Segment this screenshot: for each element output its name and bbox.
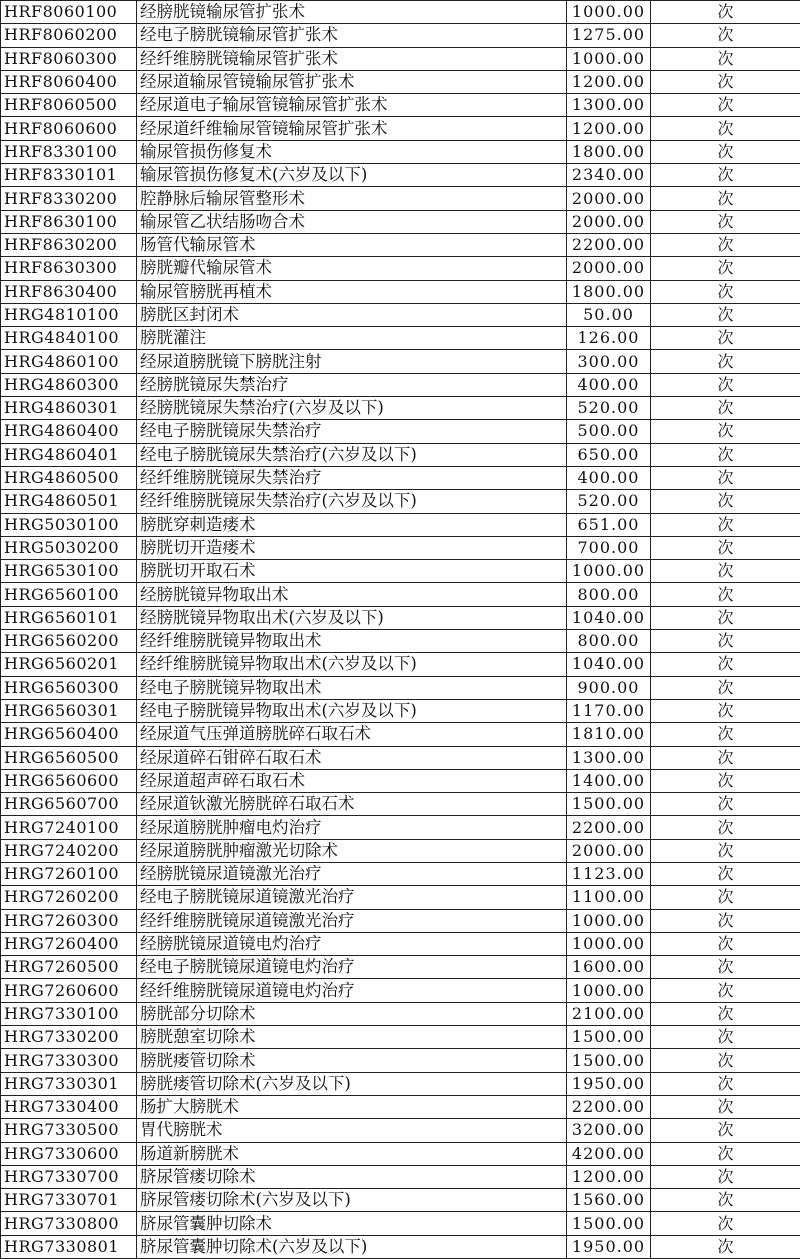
item-code-cell: HRG4860100 bbox=[1, 350, 137, 373]
item-name-cell: 经纤维膀胱镜尿失禁治疗 bbox=[137, 466, 567, 489]
item-unit-cell: 次 bbox=[651, 746, 800, 769]
item-code-cell: HRF8060100 bbox=[1, 1, 137, 24]
item-price-cell: 1000.00 bbox=[567, 909, 651, 932]
table-row bbox=[1, 1, 800, 24]
item-price-cell: 2000.00 bbox=[567, 187, 651, 210]
table-row bbox=[1, 583, 800, 606]
table-row bbox=[1, 420, 800, 443]
item-code-cell: HRG4860500 bbox=[1, 466, 137, 489]
item-name-cell: 经尿道纤维输尿管镜输尿管扩张术 bbox=[137, 117, 567, 140]
table-row bbox=[1, 280, 800, 303]
item-price-cell: 1123.00 bbox=[567, 862, 651, 885]
item-code-cell: HRF8060400 bbox=[1, 70, 137, 93]
item-price-cell: 1300.00 bbox=[567, 94, 651, 117]
item-unit-cell: 次 bbox=[651, 233, 800, 256]
item-price-cell: 1600.00 bbox=[567, 956, 651, 979]
item-name-cell: 经纤维膀胱镜异物取出术(六岁及以下) bbox=[137, 653, 567, 676]
item-price-cell: 500.00 bbox=[567, 420, 651, 443]
item-code-cell: HRG7260200 bbox=[1, 886, 137, 909]
item-code-cell: HRG6560101 bbox=[1, 606, 137, 629]
item-unit-cell: 次 bbox=[651, 699, 800, 722]
table-row bbox=[1, 24, 800, 47]
item-unit-cell: 次 bbox=[651, 839, 800, 862]
item-unit-cell: 次 bbox=[651, 327, 800, 350]
item-unit-cell: 次 bbox=[651, 373, 800, 396]
item-code-cell: HRF8630100 bbox=[1, 210, 137, 233]
item-code-cell: HRG7330700 bbox=[1, 1165, 137, 1188]
item-code-cell: HRG7330701 bbox=[1, 1189, 137, 1212]
item-code-cell: HRG6560400 bbox=[1, 723, 137, 746]
item-name-cell: 经电子膀胱镜异物取出术(六岁及以下) bbox=[137, 699, 567, 722]
table-row bbox=[1, 560, 800, 583]
item-code-cell: HRG7330300 bbox=[1, 1049, 137, 1072]
item-code-cell: HRG6560600 bbox=[1, 769, 137, 792]
item-unit-cell: 次 bbox=[651, 723, 800, 746]
item-price-cell: 1500.00 bbox=[567, 1212, 651, 1235]
item-price-cell: 1500.00 bbox=[567, 793, 651, 816]
item-code-cell: HRG7330800 bbox=[1, 1212, 137, 1235]
item-code-cell: HRG5030100 bbox=[1, 513, 137, 536]
item-unit-cell: 次 bbox=[651, 350, 800, 373]
item-code-cell: HRG7330500 bbox=[1, 1119, 137, 1142]
item-name-cell: 输尿管乙状结肠吻合术 bbox=[137, 210, 567, 233]
table-row bbox=[1, 490, 800, 513]
table-row bbox=[1, 210, 800, 233]
item-code-cell: HRG4860301 bbox=[1, 397, 137, 420]
item-name-cell: 经尿道输尿管镜输尿管扩张术 bbox=[137, 70, 567, 93]
item-code-cell: HRG7330200 bbox=[1, 1026, 137, 1049]
item-price-cell: 2000.00 bbox=[567, 839, 651, 862]
item-name-cell: 经电子膀胱镜尿道镜激光治疗 bbox=[137, 886, 567, 909]
item-unit-cell: 次 bbox=[651, 560, 800, 583]
item-name-cell: 经尿道超声碎石取石术 bbox=[137, 769, 567, 792]
item-price-cell: 1100.00 bbox=[567, 886, 651, 909]
item-price-cell: 1300.00 bbox=[567, 746, 651, 769]
item-price-cell: 1040.00 bbox=[567, 653, 651, 676]
table-row bbox=[1, 94, 800, 117]
item-price-cell: 1000.00 bbox=[567, 560, 651, 583]
item-price-cell: 1170.00 bbox=[567, 699, 651, 722]
item-unit-cell: 次 bbox=[651, 630, 800, 653]
table-row bbox=[1, 630, 800, 653]
item-unit-cell: 次 bbox=[651, 420, 800, 443]
item-code-cell: HRG6560700 bbox=[1, 793, 137, 816]
item-price-cell: 400.00 bbox=[567, 466, 651, 489]
item-unit-cell: 次 bbox=[651, 490, 800, 513]
item-code-cell: HRG5030200 bbox=[1, 536, 137, 559]
item-code-cell: HRG7260500 bbox=[1, 956, 137, 979]
table-row bbox=[1, 1119, 800, 1142]
item-unit-cell: 次 bbox=[651, 979, 800, 1002]
item-name-cell: 经纤维膀胱镜尿道镜激光治疗 bbox=[137, 909, 567, 932]
item-unit-cell: 次 bbox=[651, 164, 800, 187]
item-name-cell: 经尿道气压弹道膀胱碎石取石术 bbox=[137, 723, 567, 746]
table-row bbox=[1, 1212, 800, 1235]
table-row bbox=[1, 699, 800, 722]
item-unit-cell: 次 bbox=[651, 1119, 800, 1142]
item-unit-cell: 次 bbox=[651, 24, 800, 47]
item-unit-cell: 次 bbox=[651, 303, 800, 326]
item-name-cell: 膀胱憩室切除术 bbox=[137, 1026, 567, 1049]
item-price-cell: 1200.00 bbox=[567, 70, 651, 93]
item-code-cell: HRG7330100 bbox=[1, 1002, 137, 1025]
item-price-cell: 4200.00 bbox=[567, 1142, 651, 1165]
item-name-cell: 经膀胱镜输尿管扩张术 bbox=[137, 1, 567, 24]
item-code-cell: HRG6560100 bbox=[1, 583, 137, 606]
item-unit-cell: 次 bbox=[651, 1212, 800, 1235]
item-unit-cell: 次 bbox=[651, 513, 800, 536]
item-name-cell: 经膀胱镜异物取出术(六岁及以下) bbox=[137, 606, 567, 629]
item-code-cell: HRF8330200 bbox=[1, 187, 137, 210]
item-price-cell: 2200.00 bbox=[567, 1095, 651, 1118]
table-row bbox=[1, 676, 800, 699]
table-row bbox=[1, 956, 800, 979]
item-unit-cell: 次 bbox=[651, 1235, 800, 1258]
table-row bbox=[1, 117, 800, 140]
item-price-cell: 520.00 bbox=[567, 490, 651, 513]
table-row bbox=[1, 443, 800, 466]
item-price-cell: 50.00 bbox=[567, 303, 651, 326]
item-code-cell: HRG7260100 bbox=[1, 862, 137, 885]
item-price-cell: 650.00 bbox=[567, 443, 651, 466]
table-row bbox=[1, 373, 800, 396]
item-name-cell: 肠管代输尿管术 bbox=[137, 233, 567, 256]
item-name-cell: 输尿管损伤修复术(六岁及以下) bbox=[137, 164, 567, 187]
item-unit-cell: 次 bbox=[651, 1072, 800, 1095]
table-row bbox=[1, 793, 800, 816]
item-price-cell: 1800.00 bbox=[567, 280, 651, 303]
item-code-cell: HRG4860300 bbox=[1, 373, 137, 396]
item-code-cell: HRG6530100 bbox=[1, 560, 137, 583]
item-price-cell: 700.00 bbox=[567, 536, 651, 559]
item-name-cell: 肠道新膀胱术 bbox=[137, 1142, 567, 1165]
price-table-body bbox=[1, 1, 800, 1259]
item-code-cell: HRF8330100 bbox=[1, 140, 137, 163]
item-code-cell: HRG6560301 bbox=[1, 699, 137, 722]
table-row bbox=[1, 1049, 800, 1072]
item-unit-cell: 次 bbox=[651, 1, 800, 24]
table-row bbox=[1, 932, 800, 955]
item-name-cell: 经电子膀胱镜尿失禁治疗 bbox=[137, 420, 567, 443]
item-code-cell: HRG7260400 bbox=[1, 932, 137, 955]
item-unit-cell: 次 bbox=[651, 257, 800, 280]
item-price-cell: 2200.00 bbox=[567, 233, 651, 256]
item-name-cell: 膀胱切开取石术 bbox=[137, 560, 567, 583]
item-unit-cell: 次 bbox=[651, 140, 800, 163]
item-unit-cell: 次 bbox=[651, 466, 800, 489]
item-price-cell: 1950.00 bbox=[567, 1072, 651, 1095]
item-code-cell: HRF8630200 bbox=[1, 233, 137, 256]
table-row bbox=[1, 746, 800, 769]
item-name-cell: 胃代膀胱术 bbox=[137, 1119, 567, 1142]
item-price-cell: 1200.00 bbox=[567, 117, 651, 140]
item-price-cell: 3200.00 bbox=[567, 1119, 651, 1142]
table-row bbox=[1, 862, 800, 885]
item-name-cell: 膀胱瘘管切除术(六岁及以下) bbox=[137, 1072, 567, 1095]
item-name-cell: 脐尿管瘘切除术(六岁及以下) bbox=[137, 1189, 567, 1212]
item-code-cell: HRG6560500 bbox=[1, 746, 137, 769]
item-unit-cell: 次 bbox=[651, 583, 800, 606]
item-unit-cell: 次 bbox=[651, 1026, 800, 1049]
item-unit-cell: 次 bbox=[651, 816, 800, 839]
item-price-cell: 2000.00 bbox=[567, 257, 651, 280]
item-price-cell: 2100.00 bbox=[567, 1002, 651, 1025]
table-row bbox=[1, 70, 800, 93]
item-unit-cell: 次 bbox=[651, 793, 800, 816]
item-code-cell: HRG7330301 bbox=[1, 1072, 137, 1095]
item-code-cell: HRG6560200 bbox=[1, 630, 137, 653]
item-price-cell: 800.00 bbox=[567, 583, 651, 606]
table-row bbox=[1, 1235, 800, 1258]
table-row bbox=[1, 816, 800, 839]
table-row bbox=[1, 1142, 800, 1165]
item-price-cell: 1000.00 bbox=[567, 1, 651, 24]
item-code-cell: HRG4840100 bbox=[1, 327, 137, 350]
item-name-cell: 经尿道钬激光膀胱碎石取石术 bbox=[137, 793, 567, 816]
item-unit-cell: 次 bbox=[651, 47, 800, 70]
item-price-cell: 1560.00 bbox=[567, 1189, 651, 1212]
item-name-cell: 膀胱区封闭术 bbox=[137, 303, 567, 326]
item-price-cell: 1000.00 bbox=[567, 932, 651, 955]
table-row bbox=[1, 886, 800, 909]
table-row bbox=[1, 164, 800, 187]
table-row bbox=[1, 723, 800, 746]
item-code-cell: HRF8330101 bbox=[1, 164, 137, 187]
item-price-cell: 1950.00 bbox=[567, 1235, 651, 1258]
table-row bbox=[1, 653, 800, 676]
table-row bbox=[1, 979, 800, 1002]
table-row bbox=[1, 606, 800, 629]
item-unit-cell: 次 bbox=[651, 1049, 800, 1072]
item-name-cell: 膀胱瓣代输尿管术 bbox=[137, 257, 567, 280]
item-name-cell: 脐尿管囊肿切除术 bbox=[137, 1212, 567, 1235]
item-unit-cell: 次 bbox=[651, 676, 800, 699]
item-unit-cell: 次 bbox=[651, 1002, 800, 1025]
item-code-cell: HRG6560201 bbox=[1, 653, 137, 676]
item-name-cell: 膀胱灌注 bbox=[137, 327, 567, 350]
item-price-cell: 1810.00 bbox=[567, 723, 651, 746]
item-name-cell: 膀胱穿刺造瘘术 bbox=[137, 513, 567, 536]
table-row bbox=[1, 536, 800, 559]
item-unit-cell: 次 bbox=[651, 187, 800, 210]
item-name-cell: 输尿管膀胱再植术 bbox=[137, 280, 567, 303]
item-name-cell: 经尿道膀胱肿瘤激光切除术 bbox=[137, 839, 567, 862]
table-row bbox=[1, 1072, 800, 1095]
item-price-cell: 2000.00 bbox=[567, 210, 651, 233]
item-code-cell: HRG7330600 bbox=[1, 1142, 137, 1165]
item-price-cell: 126.00 bbox=[567, 327, 651, 350]
item-unit-cell: 次 bbox=[651, 932, 800, 955]
item-name-cell: 膀胱瘘管切除术 bbox=[137, 1049, 567, 1072]
item-name-cell: 经纤维膀胱镜尿道镜电灼治疗 bbox=[137, 979, 567, 1002]
item-code-cell: HRG4860501 bbox=[1, 490, 137, 513]
table-row bbox=[1, 839, 800, 862]
item-price-cell: 900.00 bbox=[567, 676, 651, 699]
table-row bbox=[1, 769, 800, 792]
item-price-cell: 800.00 bbox=[567, 630, 651, 653]
item-unit-cell: 次 bbox=[651, 210, 800, 233]
item-price-cell: 1275.00 bbox=[567, 24, 651, 47]
item-unit-cell: 次 bbox=[651, 443, 800, 466]
table-row bbox=[1, 257, 800, 280]
item-unit-cell: 次 bbox=[651, 117, 800, 140]
item-unit-cell: 次 bbox=[651, 536, 800, 559]
item-name-cell: 经膀胱镜尿失禁治疗 bbox=[137, 373, 567, 396]
item-price-cell: 2340.00 bbox=[567, 164, 651, 187]
item-unit-cell: 次 bbox=[651, 653, 800, 676]
item-code-cell: HRG7330801 bbox=[1, 1235, 137, 1258]
item-code-cell: HRF8060600 bbox=[1, 117, 137, 140]
item-price-cell: 300.00 bbox=[567, 350, 651, 373]
item-name-cell: 肠扩大膀胱术 bbox=[137, 1095, 567, 1118]
table-row bbox=[1, 397, 800, 420]
item-code-cell: HRF8060200 bbox=[1, 24, 137, 47]
item-code-cell: HRG7240100 bbox=[1, 816, 137, 839]
item-price-cell: 1000.00 bbox=[567, 979, 651, 1002]
item-code-cell: HRF8630400 bbox=[1, 280, 137, 303]
item-price-cell: 2200.00 bbox=[567, 816, 651, 839]
table-row bbox=[1, 233, 800, 256]
item-price-cell: 651.00 bbox=[567, 513, 651, 536]
item-unit-cell: 次 bbox=[651, 862, 800, 885]
item-unit-cell: 次 bbox=[651, 1142, 800, 1165]
item-name-cell: 经电子膀胱镜异物取出术 bbox=[137, 676, 567, 699]
item-name-cell: 经电子膀胱镜尿失禁治疗(六岁及以下) bbox=[137, 443, 567, 466]
table-row bbox=[1, 513, 800, 536]
item-unit-cell: 次 bbox=[651, 769, 800, 792]
item-name-cell: 经尿道电子输尿管镜输尿管扩张术 bbox=[137, 94, 567, 117]
table-row bbox=[1, 466, 800, 489]
item-name-cell: 经纤维膀胱镜尿失禁治疗(六岁及以下) bbox=[137, 490, 567, 513]
item-code-cell: HRG7330400 bbox=[1, 1095, 137, 1118]
item-code-cell: HRG7260300 bbox=[1, 909, 137, 932]
item-name-cell: 经膀胱镜异物取出术 bbox=[137, 583, 567, 606]
item-name-cell: 脐尿管瘘切除术 bbox=[137, 1165, 567, 1188]
item-code-cell: HRG4810100 bbox=[1, 303, 137, 326]
item-unit-cell: 次 bbox=[651, 70, 800, 93]
table-row bbox=[1, 1002, 800, 1025]
item-price-cell: 1400.00 bbox=[567, 769, 651, 792]
item-price-cell: 1200.00 bbox=[567, 1165, 651, 1188]
item-code-cell: HRG6560300 bbox=[1, 676, 137, 699]
item-code-cell: HRF8060500 bbox=[1, 94, 137, 117]
table-row bbox=[1, 1095, 800, 1118]
table-row bbox=[1, 140, 800, 163]
item-name-cell: 经电子膀胱镜尿道镜电灼治疗 bbox=[137, 956, 567, 979]
item-unit-cell: 次 bbox=[651, 94, 800, 117]
item-unit-cell: 次 bbox=[651, 909, 800, 932]
item-code-cell: HRF8630300 bbox=[1, 257, 137, 280]
item-name-cell: 膀胱切开造瘘术 bbox=[137, 536, 567, 559]
item-unit-cell: 次 bbox=[651, 397, 800, 420]
item-price-cell: 520.00 bbox=[567, 397, 651, 420]
item-unit-cell: 次 bbox=[651, 886, 800, 909]
item-price-cell: 1800.00 bbox=[567, 140, 651, 163]
item-unit-cell: 次 bbox=[651, 1095, 800, 1118]
table-row bbox=[1, 47, 800, 70]
item-name-cell: 经尿道膀胱镜下膀胱注射 bbox=[137, 350, 567, 373]
item-price-cell: 1000.00 bbox=[567, 47, 651, 70]
item-name-cell: 经膀胱镜尿失禁治疗(六岁及以下) bbox=[137, 397, 567, 420]
item-name-cell: 经膀胱镜尿道镜电灼治疗 bbox=[137, 932, 567, 955]
item-name-cell: 腔静脉后输尿管整形术 bbox=[137, 187, 567, 210]
item-price-cell: 1500.00 bbox=[567, 1026, 651, 1049]
item-unit-cell: 次 bbox=[651, 956, 800, 979]
item-unit-cell: 次 bbox=[651, 1165, 800, 1188]
table-row bbox=[1, 1189, 800, 1212]
item-name-cell: 经纤维膀胱镜异物取出术 bbox=[137, 630, 567, 653]
item-code-cell: HRG7240200 bbox=[1, 839, 137, 862]
table-row bbox=[1, 1165, 800, 1188]
item-name-cell: 经尿道碎石钳碎石取石术 bbox=[137, 746, 567, 769]
item-price-cell: 1500.00 bbox=[567, 1049, 651, 1072]
item-name-cell: 经膀胱镜尿道镜激光治疗 bbox=[137, 862, 567, 885]
item-code-cell: HRG4860401 bbox=[1, 443, 137, 466]
table-row bbox=[1, 303, 800, 326]
item-code-cell: HRF8060300 bbox=[1, 47, 137, 70]
item-code-cell: HRG4860400 bbox=[1, 420, 137, 443]
table-row bbox=[1, 1026, 800, 1049]
item-name-cell: 经纤维膀胱镜输尿管扩张术 bbox=[137, 47, 567, 70]
table-row bbox=[1, 909, 800, 932]
item-unit-cell: 次 bbox=[651, 1189, 800, 1212]
item-unit-cell: 次 bbox=[651, 280, 800, 303]
item-code-cell: HRG7260600 bbox=[1, 979, 137, 1002]
item-name-cell: 输尿管损伤修复术 bbox=[137, 140, 567, 163]
item-unit-cell: 次 bbox=[651, 606, 800, 629]
table-row bbox=[1, 350, 800, 373]
item-name-cell: 经尿道膀胱肿瘤电灼治疗 bbox=[137, 816, 567, 839]
table-row bbox=[1, 187, 800, 210]
item-name-cell: 膀胱部分切除术 bbox=[137, 1002, 567, 1025]
table-row bbox=[1, 327, 800, 350]
item-price-cell: 1040.00 bbox=[567, 606, 651, 629]
item-name-cell: 脐尿管囊肿切除术(六岁及以下) bbox=[137, 1235, 567, 1258]
item-name-cell: 经电子膀胱镜输尿管扩张术 bbox=[137, 24, 567, 47]
item-price-cell: 400.00 bbox=[567, 373, 651, 396]
